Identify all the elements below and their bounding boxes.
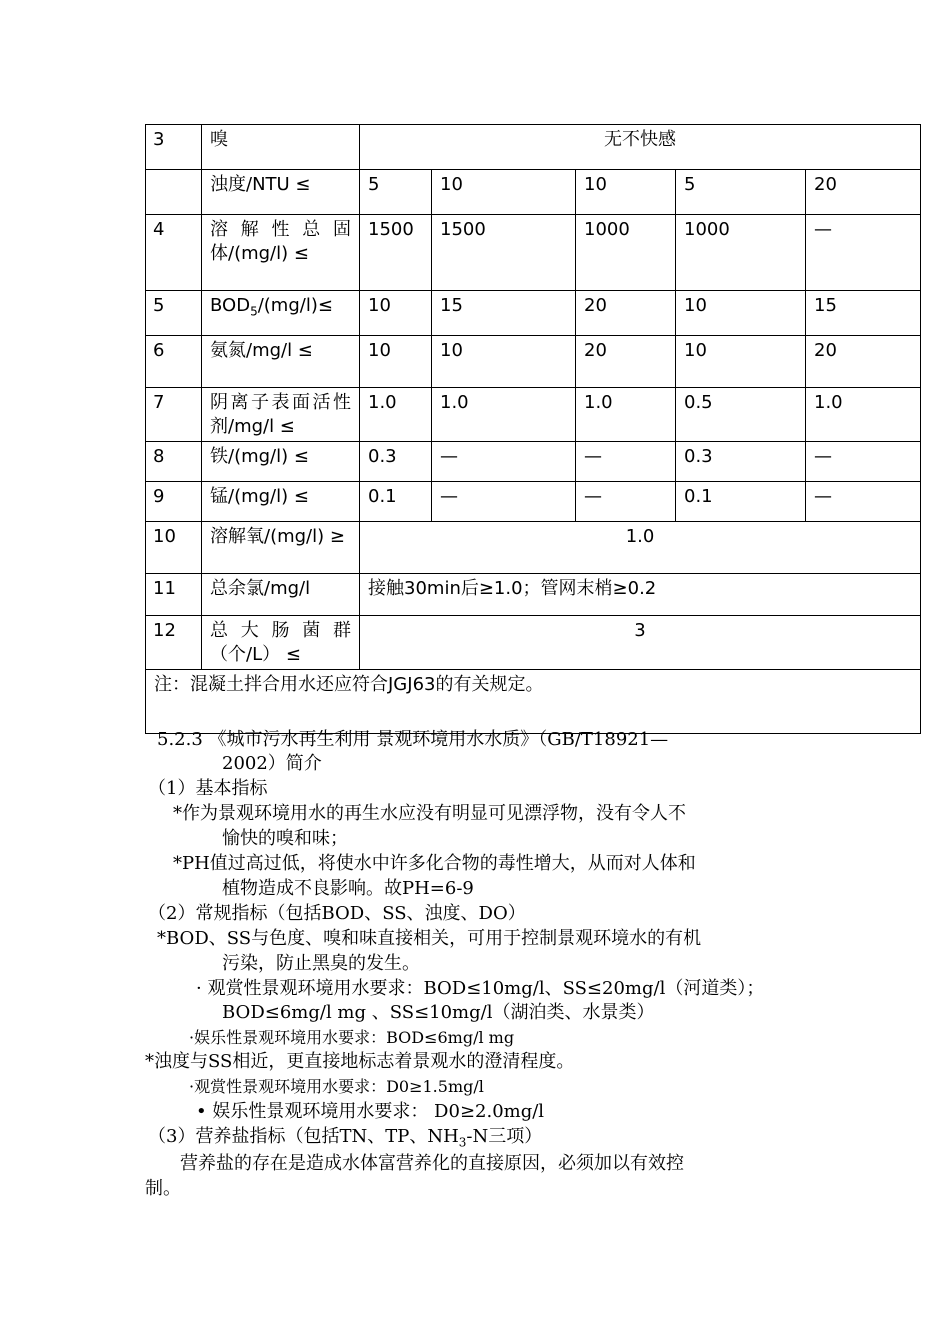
indicator-name: 嗅 [202, 125, 360, 170]
row-number: 9 [146, 482, 202, 522]
value-cell: 10 [432, 170, 576, 215]
paragraph-line: *BOD、SS与色度、嗅和味直接相关，可用于控制景观环境水的有机 [157, 928, 702, 949]
indicator-name [202, 291, 360, 336]
row-number: 4 [146, 215, 202, 291]
paragraph-line: *作为景观环境用水的再生水应没有明显可见漂浮物，没有令人不 [173, 803, 686, 824]
indicator-name: 浊度/NTU ≤ [202, 170, 360, 215]
indicator-name: 溶解氧/(mg/l) ≥ [202, 522, 360, 574]
value-cell: 0.1 [360, 482, 432, 522]
text-segment: /(mg/l)≤ [257, 295, 333, 316]
table-row [146, 215, 921, 291]
requirement-line: BOD≤6mg/l mg 、SS≤10mg/l（湖泊类、水景类） [222, 1002, 655, 1023]
merged-value-cell: 无不快感 [360, 125, 921, 170]
subscript: 3 [458, 1135, 467, 1150]
requirement-line: • 娱乐性景观环境用水要求： D0≥2.0mg/l [196, 1101, 545, 1122]
value-cell: 20 [576, 336, 676, 388]
row-number: 8 [146, 442, 202, 482]
row-number: 10 [146, 522, 202, 574]
value-cell: 20 [806, 170, 921, 215]
value-cell: 1.0 [576, 388, 676, 442]
value-cell: 10 [432, 336, 576, 388]
section-heading: 5.2.3 《城市污水再生利用 景观环境用水水质》（GB/T18921— [157, 729, 669, 750]
indicator-name: 总余氯/mg/l [202, 574, 360, 616]
value-cell: 10 [360, 291, 432, 336]
indicator-name: 溶解性总固体/(mg/l) ≤ [202, 215, 360, 291]
table-row [146, 482, 921, 522]
value-cell: 1.0 [360, 388, 432, 442]
subscript: 5 [250, 304, 258, 319]
value-cell: 10 [676, 336, 806, 388]
value-cell: 15 [806, 291, 921, 336]
value-cell: 5 [360, 170, 432, 215]
value-cell: 20 [576, 291, 676, 336]
row-number [146, 170, 202, 215]
merged-value-cell: 接触30min后≥1.0；管网末梢≥0.2 [360, 574, 921, 616]
merged-value-cell: 1.0 [360, 522, 921, 574]
value-cell: 1.0 [806, 388, 921, 442]
value-cell: — [806, 482, 921, 522]
value-cell: 0.3 [360, 442, 432, 482]
subheading-regular: （2）常规指标（包括BOD、SS、浊度、DO） [148, 903, 526, 924]
indicator-name: 总大肠菌群（个/L） ≤ [202, 616, 360, 670]
value-cell: 1.0 [432, 388, 576, 442]
text-segment: -N三项） [466, 1126, 543, 1147]
value-cell: 15 [432, 291, 576, 336]
row-number: 11 [146, 574, 202, 616]
value-cell: 1000 [676, 215, 806, 291]
row-number: 3 [146, 125, 202, 170]
value-cell: 10 [676, 291, 806, 336]
table-note: 注：混凝土拌合用水还应符合JGJ63的有关规定。 [146, 670, 921, 734]
value-cell: — [432, 482, 576, 522]
value-cell: 10 [576, 170, 676, 215]
paragraph-line: 营养盐的存在是造成水体富营养化的直接原因，必须加以有效控 [180, 1153, 684, 1174]
value-cell: 1500 [432, 215, 576, 291]
subheading-basic: （1）基本指标 [148, 778, 268, 799]
row-number: 12 [146, 616, 202, 670]
water-quality-table [145, 124, 921, 734]
table-row [146, 170, 921, 215]
value-cell: 1000 [576, 215, 676, 291]
value-cell: 20 [806, 336, 921, 388]
table-row [146, 291, 921, 336]
section-heading-cont: 2002）简介 [222, 753, 322, 774]
value-cell: 1500 [360, 215, 432, 291]
requirement-line: · 观赏性景观环境用水要求：BOD≤10mg/l、SS≤20mg/l（河道类）； [196, 978, 765, 999]
value-cell: 5 [676, 170, 806, 215]
value-cell: — [432, 442, 576, 482]
row-number: 6 [146, 336, 202, 388]
requirement-line: ·娱乐性景观环境用水要求：BOD≤6mg/l mg [189, 1028, 515, 1047]
indicator-name: 铁/(mg/l) ≤ [202, 442, 360, 482]
value-cell: — [806, 442, 921, 482]
value-cell: 0.3 [676, 442, 806, 482]
merged-value-cell: 3 [360, 616, 921, 670]
table-row [146, 125, 921, 170]
indicator-name: 阴离子表面活性剂/mg/l ≤ [202, 388, 360, 442]
paragraph-line: 植物造成不良影响。故PH=6-9 [222, 878, 474, 899]
text-segment: （3）营养盐指标（包括TN、TP、NH [148, 1126, 459, 1147]
value-cell: 0.1 [676, 482, 806, 522]
value-cell: 0.5 [676, 388, 806, 442]
paragraph-line: 制。 [145, 1178, 181, 1199]
indicator-name: 氨氮/mg/l ≤ [202, 336, 360, 388]
table-row [146, 522, 921, 574]
indicator-name: 锰/(mg/l) ≤ [202, 482, 360, 522]
note-row [146, 670, 921, 734]
table-row [146, 616, 921, 670]
paragraph-line: *PH值过高过低，将使水中许多化合物的毒性增大，从而对人体和 [173, 853, 696, 874]
row-number: 7 [146, 388, 202, 442]
table-row [146, 574, 921, 616]
row-number: 5 [146, 291, 202, 336]
value-cell: — [576, 482, 676, 522]
paragraph-line: *浊度与SS相近，更直接地标志着景观水的澄清程度。 [145, 1051, 575, 1072]
paragraph-line: 愉快的嗅和味； [222, 828, 348, 849]
table-row [146, 442, 921, 482]
value-cell: — [576, 442, 676, 482]
value-cell: — [806, 215, 921, 291]
table-row [146, 336, 921, 388]
paragraph-line: 污染，防止黑臭的发生。 [222, 953, 420, 974]
value-cell: 10 [360, 336, 432, 388]
requirement-line: ·观赏性景观环境用水要求：D0≥1.5mg/l [189, 1077, 484, 1096]
table-row [146, 388, 921, 442]
table-body [146, 125, 921, 734]
text-segment: BOD [210, 295, 251, 316]
